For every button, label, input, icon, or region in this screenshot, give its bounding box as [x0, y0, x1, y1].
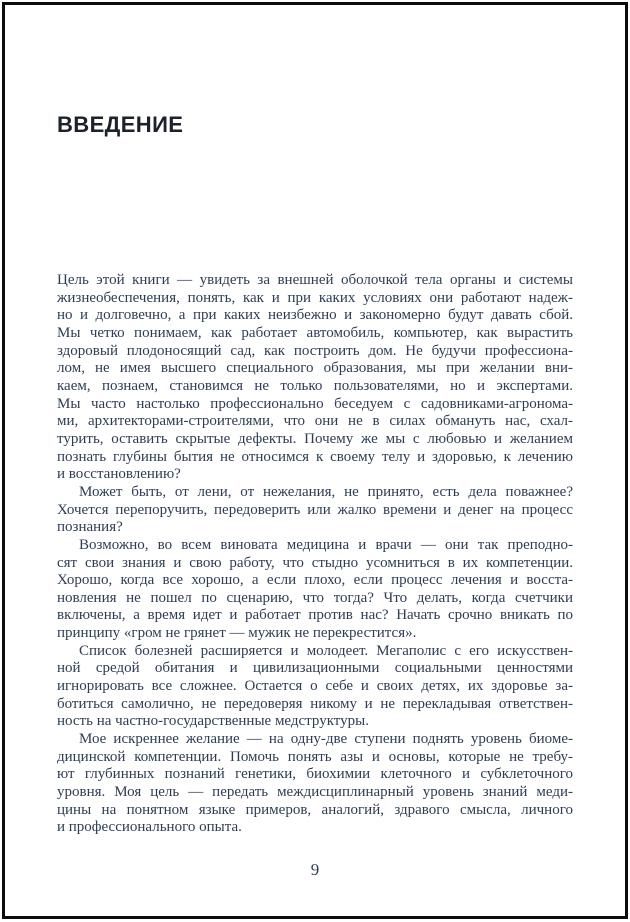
text-line: уровня. Моя цель — передать междисциплинарный уровень знаний меди-	[57, 784, 573, 801]
text-line: жизнеобеспечения, понять, как и при каких условиях они работают надеж-	[57, 289, 573, 306]
text-line: и профессионального опыта.	[57, 819, 242, 836]
text-line: дицинской компетенции. Помочь понять азы и основы, которые не требу-	[57, 748, 573, 765]
text-line: игнорировать все сложнее. Остается о себе и своих детях, их здоровье за-	[57, 678, 573, 695]
body-text	[57, 272, 573, 837]
text-line: Возможно, во всем виновата медицина и врачи — они так преподно-	[79, 536, 573, 553]
text-line: здоровый плодоносящий сад, как построить дом. Не будучи профессиона-	[57, 342, 573, 359]
page-number: 9	[310, 860, 320, 879]
text-line: познания?	[57, 519, 123, 536]
text-line: познать глубины бытия не относимся к своему телу и здоровью, к лечению	[57, 448, 573, 465]
chapter-title: ВВЕДЕНИЕ	[57, 111, 184, 137]
paragraph	[57, 272, 573, 484]
text-line: каем, познаем, становимся не только пользователями, но и экспертами.	[57, 377, 573, 394]
text-line: лом, не имея высшего специального образования, мы при желании вни-	[57, 360, 573, 377]
text-line: Цель этой книги — увидеть за внешней оболочкой тела органы и системы	[57, 272, 573, 288]
text-line: Мы часто настолько профессионально беседуем с садовниками-агронома-	[57, 395, 573, 412]
text-line: ют глубинных познаний генетики, биохимии клеточного и субклеточного	[57, 766, 573, 783]
text-line: включены, а время идет и работает против нас? Начать срочно вникать по	[57, 607, 573, 624]
paragraph	[57, 643, 573, 731]
text-line: Мое искреннее желание — на одну-две ступени поднять уровень биоме-	[79, 731, 573, 748]
text-line: ми, архитекторами-строителями, что они не в силах обмануть нас, схал-	[57, 413, 573, 430]
text-line: ной средой обитания и цивилизационными социальными ценностями	[57, 660, 573, 677]
text-line: цины на понятном языке примеров, аналогий, здравого смысла, личного	[57, 801, 573, 818]
text-line: принципу «гром не грянет — мужик не перекрестится».	[57, 625, 417, 642]
text-line: Список болезней расширяется и молодеет. Мегаполис с его искусствен-	[79, 642, 573, 659]
text-line: Хорошо, когда все хорошо, а если плохо, если процесс лечения и восста-	[57, 572, 573, 589]
text-line: Мы четко понимаем, как работает автомобиль, компьютер, как вырастить	[57, 324, 573, 341]
paragraph	[57, 537, 573, 643]
text-line: ность на частно-государственные медструктуры.	[57, 713, 369, 730]
text-line: новления не пошел по сценарию, что тогда? Что делать, когда счетчики	[57, 589, 573, 606]
text-line: сят свои знания и свою работу, что стыдно усомниться в их компетенции.	[57, 554, 573, 571]
text-line: и восстановлению?	[57, 466, 181, 483]
paragraph	[57, 484, 573, 537]
text-line: Может быть, от лени, от нежелания, не принято, есть дела поважнее?	[79, 483, 573, 500]
text-line: турить, оставить скрытые дефекты. Почему же мы с любовью и желанием	[57, 430, 573, 447]
text-line: Хочется перепоручить, передоверить или жалко времени и денег на процесс	[57, 501, 573, 518]
text-line: ботиться самолично, не передоверяя никому и не перекладывая ответствен-	[57, 695, 573, 712]
paragraph	[57, 731, 573, 837]
text-line: но и долговечно, а при каких неизбежно и закономерно будут давать сбой.	[57, 307, 573, 324]
